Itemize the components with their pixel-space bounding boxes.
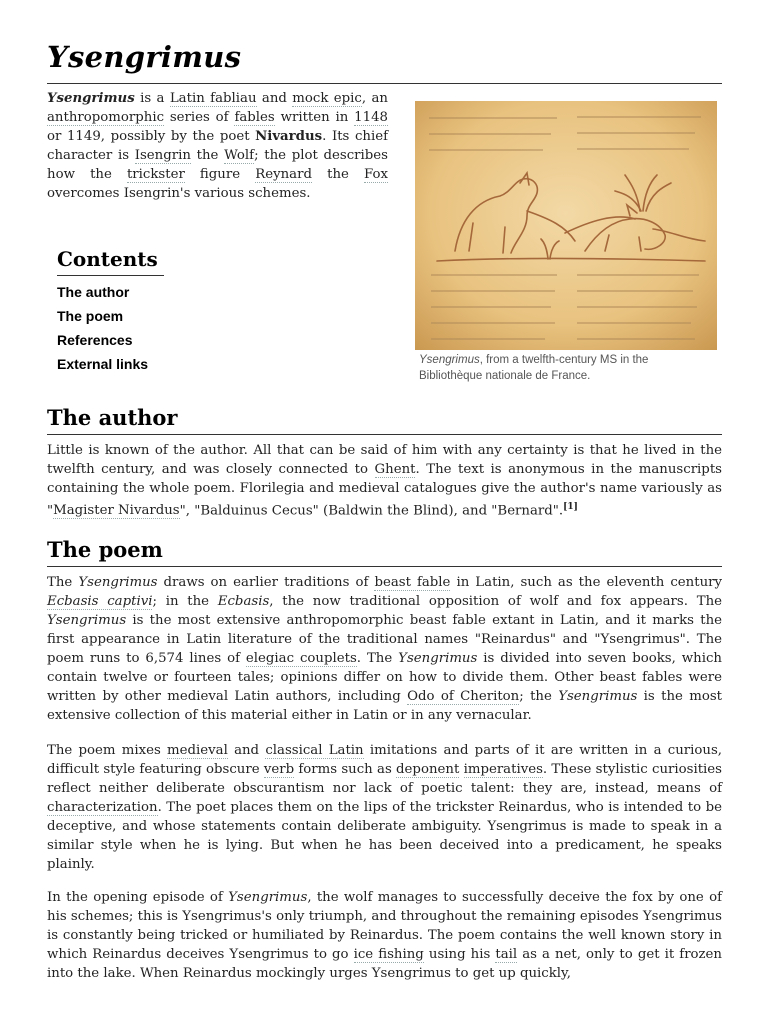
poem-italic: Ysengrimus: [47, 613, 127, 628]
link-anthropomorphic[interactable]: anthropomorphic: [47, 110, 165, 125]
link-verb[interactable]: verb: [263, 762, 295, 777]
title-divider: [47, 83, 722, 84]
poem-text: . These stylistic curiosities reflect neither deliberate obscurantism nor lack of poetic talent: they are, instead, means of: [47, 762, 722, 796]
toc-list: [57, 283, 148, 379]
caption-text: , from a twelfth-century MS in the Bibliothèque nationale de France.: [419, 354, 649, 382]
toc-item-the-poem[interactable]: The poem: [57, 308, 124, 324]
intro-text: the: [311, 167, 364, 182]
link-tail[interactable]: tail: [495, 947, 518, 962]
poem-paragraph-1: [47, 573, 722, 725]
poem-text: ; in the: [152, 594, 218, 609]
figure-caption: [419, 352, 709, 384]
poem-text: and: [227, 743, 266, 758]
intro-text: or 1149, possibly by the poet: [47, 129, 256, 144]
author-text: Little is known of the author. All that can be said of him with any certainty is that he lived in the twelfth century, and was closely connected to: [47, 443, 722, 477]
link-1148[interactable]: 1148: [354, 110, 388, 125]
intro-text: is a: [134, 91, 170, 106]
author-text: . The text is anonymous in the manuscripts containing the whole poem. Florilegia and medieval catalogues give the author's name variously as ": [47, 462, 722, 519]
intro-text: series of: [164, 110, 235, 125]
page-title: Ysengrimus: [47, 40, 242, 74]
intro-text: overcomes Isengrin's various schemes.: [47, 186, 311, 201]
poem-italic: Ysengrimus: [78, 575, 158, 590]
intro-text: written in: [274, 110, 355, 125]
intro-subject: Ysengrimus: [47, 91, 135, 106]
intro-text: the: [190, 148, 225, 163]
intro-text: figure: [184, 167, 256, 182]
link-ice-fishing[interactable]: ice fishing: [353, 947, 424, 962]
intro-text: and: [256, 91, 293, 106]
link-elegiac-couplets[interactable]: elegiac couplets: [245, 651, 357, 666]
poem-paragraph-3: [47, 888, 722, 983]
poem-heading-divider: [47, 566, 722, 567]
link-ghent[interactable]: Ghent: [374, 462, 416, 477]
link-isengrin[interactable]: Isengrin: [134, 148, 191, 163]
link-trickster[interactable]: trickster: [126, 167, 185, 182]
poem-text: as a net, only to get it frozen into the lake. When Reinardus mockingly urges Ysengrimus to get up quickly,: [47, 947, 722, 981]
link-magister-nivardus[interactable]: Magister Nivardus: [53, 503, 180, 519]
poem-text: imitations and parts of it are written in a curious, difficult style featuring obscure: [47, 743, 722, 777]
toc-item-references[interactable]: References: [57, 332, 133, 348]
link-fox[interactable]: Fox: [364, 167, 389, 182]
toc-title: Contents: [57, 247, 158, 271]
link-wolf[interactable]: Wolf: [224, 148, 255, 163]
intro-text: , an: [361, 91, 388, 106]
author-text: ", "Balduinus Cecus" (Baldwin the Blind), and "Bernard".: [179, 503, 564, 519]
intro-text: . Its chief character is: [47, 129, 388, 163]
link-fables[interactable]: fables: [234, 110, 275, 125]
intro-paragraph: [47, 89, 388, 203]
author-heading-divider: [47, 434, 722, 435]
toc-item-external-links[interactable]: External links: [57, 356, 149, 372]
poem-text: . The: [356, 651, 399, 666]
poem-text: is divided into seven books, which contain twelve or fourteen tales; opinions differ on how to divide them. Other beast fables were written by other medieval Latin authors, including: [47, 651, 722, 704]
poet-name: Nivardus: [255, 129, 323, 144]
poem-text: The poem mixes: [47, 743, 168, 758]
toc-item-the-author[interactable]: The author: [57, 284, 130, 300]
link-deponent[interactable]: deponent: [396, 762, 460, 777]
toc-divider: [57, 275, 164, 276]
caption-title: Ysengrimus: [419, 354, 480, 366]
link-beast-fable[interactable]: beast fable: [374, 575, 451, 590]
poem-text: The: [47, 575, 79, 590]
heading-the-poem: The poem: [47, 537, 163, 562]
manuscript-image[interactable]: [415, 101, 717, 350]
heading-the-author: The author: [47, 405, 178, 430]
poem-text: . The poet places them on the lips of the trickster Reinardus, who is intended to be deceptive, and whose statements contain deliberate ambiguity. Ysengrimus is made to speak in a similar style when he is lying. But when he has been deceived into a predicament, he speaks plainly.: [47, 800, 722, 872]
poem-text: , the wolf manages to successfully deceive the fox by one of his schemes; this is Ysengrimus's only triumph, and throughout the remaining episodes Ysengrimus is constantly being tricked or humiliated by Reinardus. The poem contains the well known story in which Reinardus deceives Ysengrimus to go: [47, 890, 722, 962]
poem-italic: Ysengrimus: [558, 689, 638, 704]
link-classical-latin[interactable]: classical Latin: [265, 743, 364, 758]
poem-text: draws on earlier traditions of: [157, 575, 375, 590]
link-imperatives[interactable]: imperatives: [463, 762, 543, 777]
link-characterization[interactable]: characterization: [47, 800, 158, 815]
link-medieval[interactable]: medieval: [167, 743, 228, 758]
poem-italic: Ysengrimus: [228, 890, 308, 905]
poem-text: ; the: [519, 689, 559, 704]
link-ecbasis-captivi[interactable]: Ecbasis captivi: [47, 594, 153, 609]
poem-text: is the most extensive collection of this material either in Latin or in any vernacular.: [47, 689, 722, 723]
manuscript-illustration: [415, 101, 717, 350]
poem-text: , the now traditional opposition of wolf and fox appears. The: [269, 594, 722, 609]
poem-italic: Ecbasis: [217, 594, 270, 609]
link-mock-epic[interactable]: mock epic: [292, 91, 362, 106]
poem-text: using his: [423, 947, 496, 962]
citation-1[interactable]: [1]: [563, 502, 578, 512]
link-reynard[interactable]: Reynard: [255, 167, 312, 182]
intro-text: ; the plot describes how the: [47, 148, 388, 182]
poem-text: forms such as: [294, 762, 397, 777]
poem-text: In the opening episode of: [47, 890, 229, 905]
poem-text: in Latin, such as the eleventh century: [450, 575, 723, 590]
author-paragraph: [47, 441, 722, 520]
poem-text: is the most extensive anthropomorphic beast fable extant in Latin, and it marks the first appearance in Latin literature of the traditional names "Reinardus" and "Ysengrimus". The poem runs to 6,574 lines of: [47, 613, 722, 666]
poem-italic: Ysengrimus: [398, 651, 478, 666]
poem-text: [459, 762, 463, 777]
poem-paragraph-2: [47, 741, 722, 874]
link-odo-of-cheriton[interactable]: Odo of Cheriton: [407, 689, 520, 704]
link-latin-fabliau[interactable]: Latin fabliau: [169, 91, 257, 106]
